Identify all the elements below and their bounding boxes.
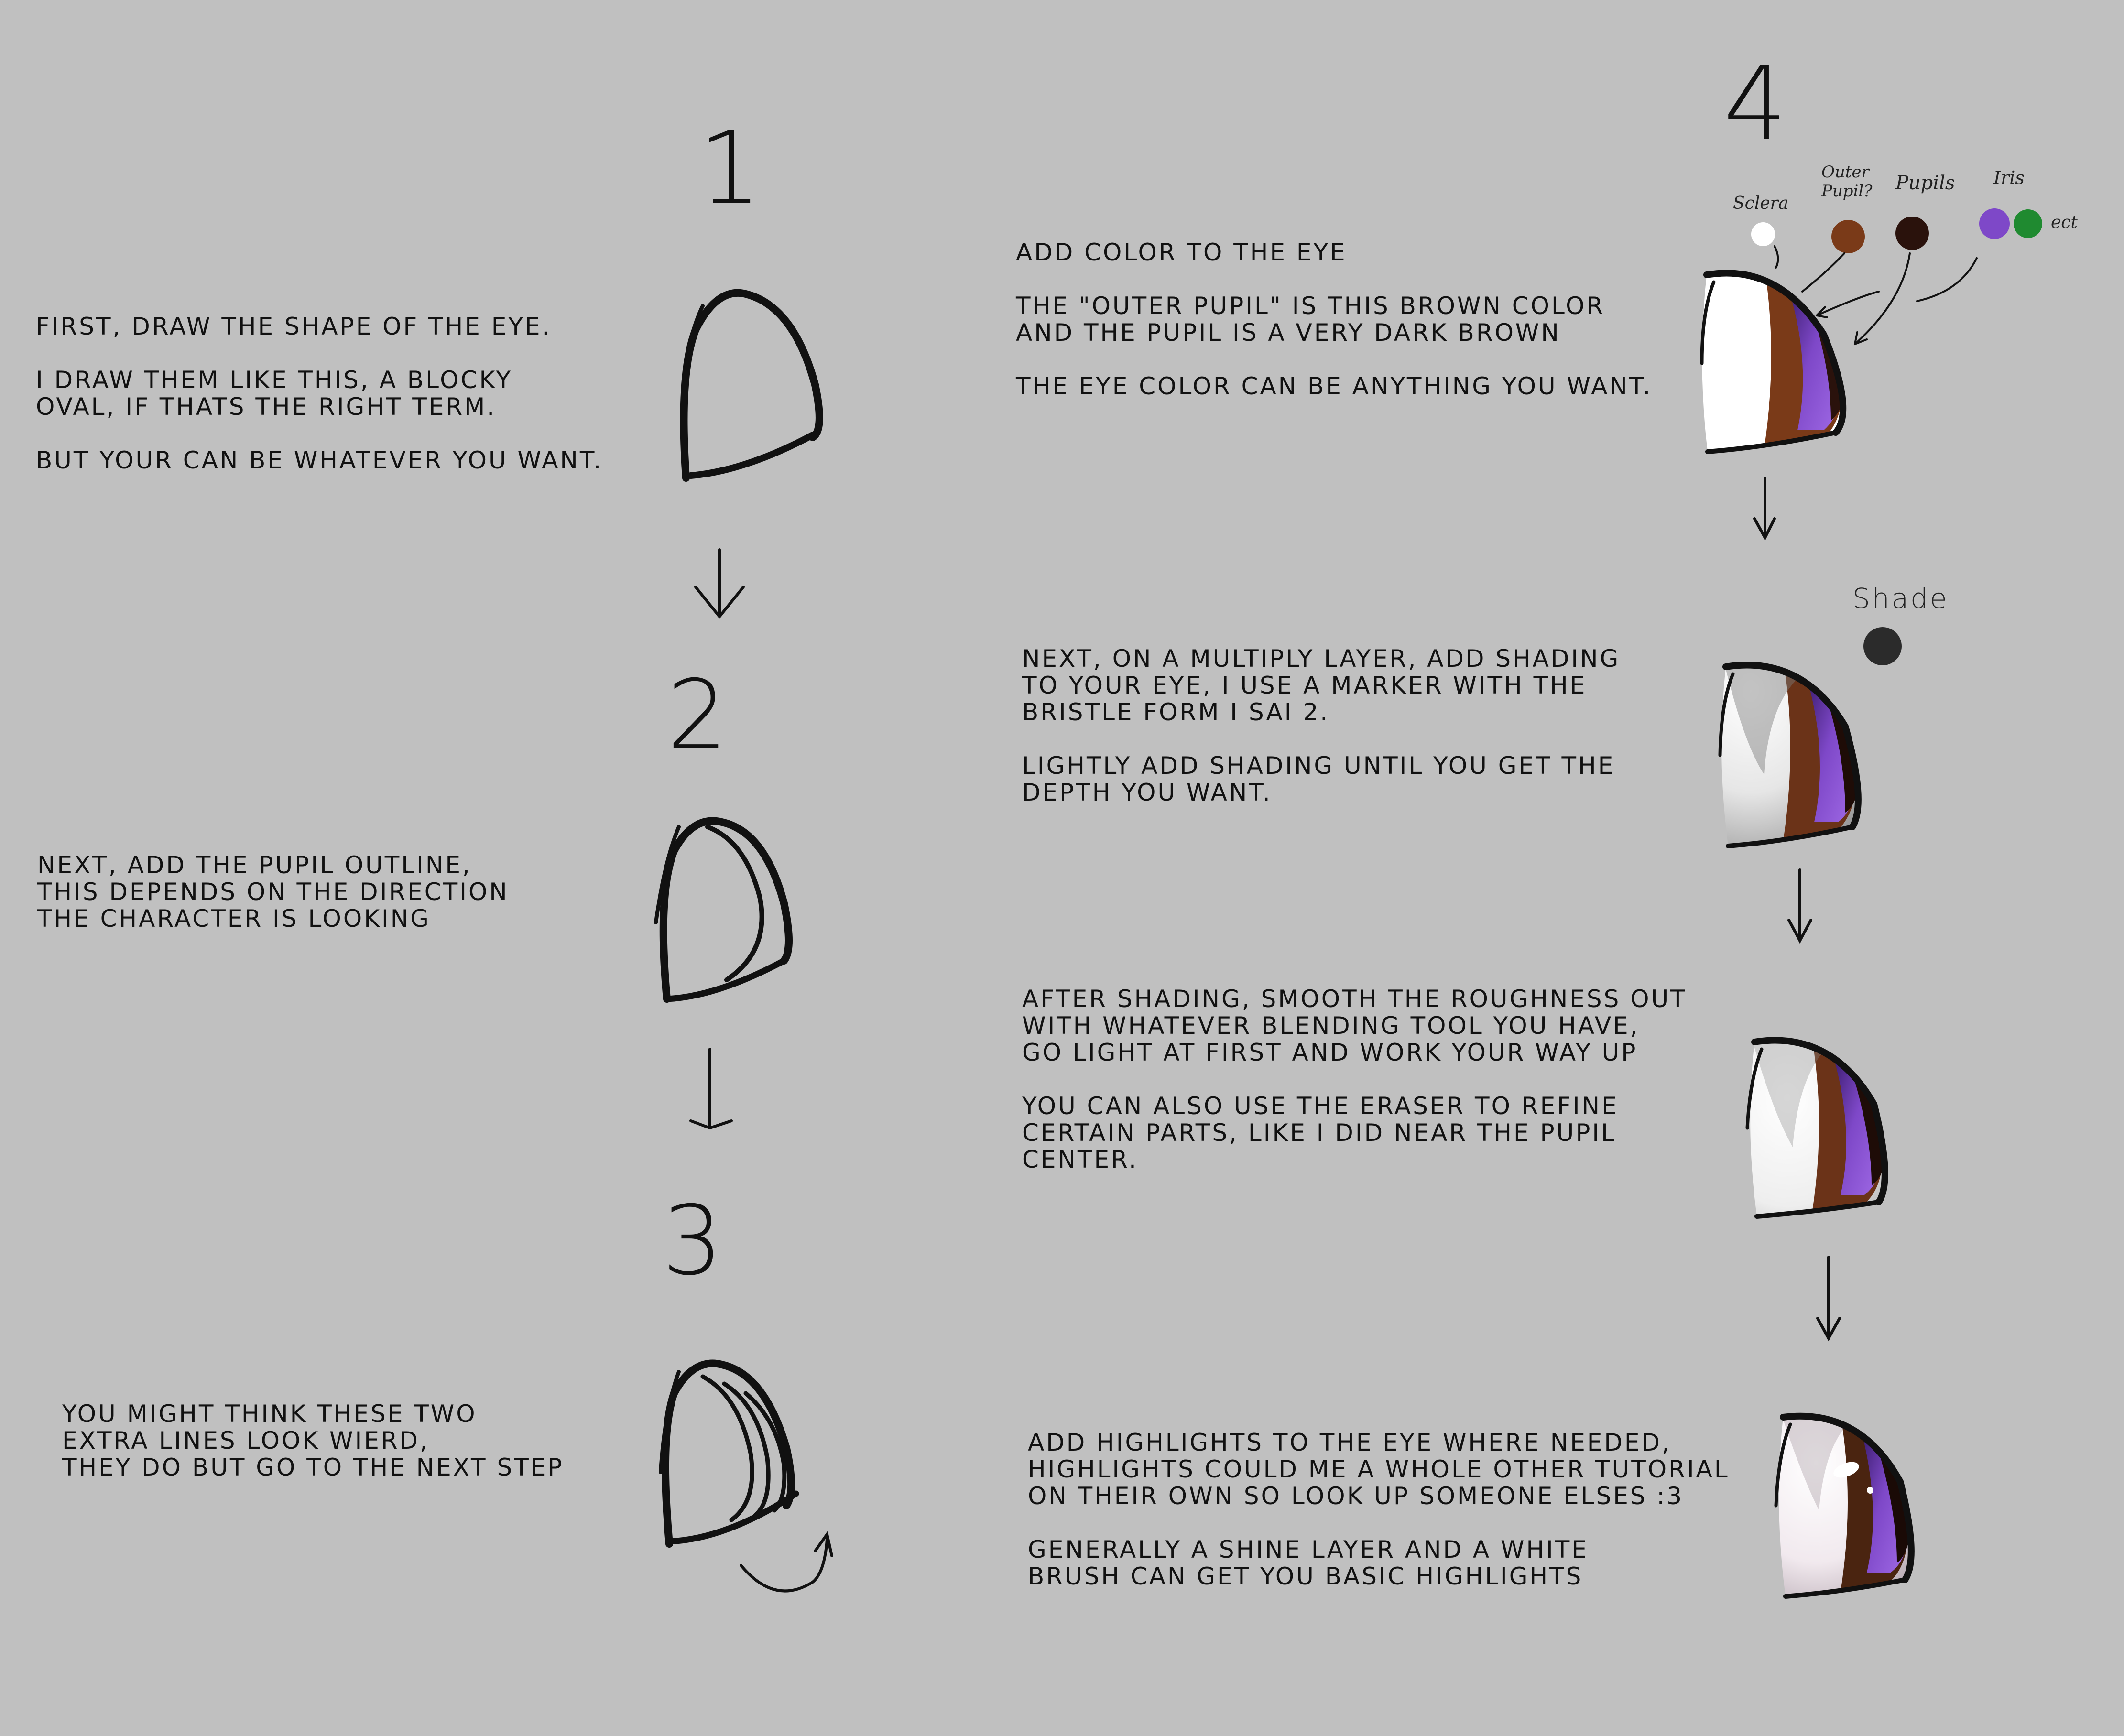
step-6-smoothed-eye: [1740, 1028, 1898, 1228]
step-4-text: ADD COLOR TO THE EYE THE "OUTER PUPIL" IS THIS BROWN COLOR AND THE PUPIL IS A VERY DARK BROWN THE EYE COLOR CAN BE ANYTHING YOU WANT.: [1016, 239, 1653, 400]
swatch-label-shade: Shade: [1852, 582, 1949, 615]
outer-pupil-swatch: [1831, 220, 1865, 253]
arrow-1-to-2: [696, 550, 743, 617]
swatch-label-iris: Iris: [1993, 167, 2025, 188]
swatch-label-sclera: Sclera: [1733, 194, 1789, 213]
arrow-2-to-3: [691, 1049, 731, 1128]
step-1-eye-outline: [684, 293, 819, 478]
step-5-shaded-eye: [1711, 650, 1869, 856]
step-3-eye-outline: [661, 1364, 832, 1591]
green-annotation: ect: [2051, 213, 2078, 232]
shade-swatch: [1863, 627, 1902, 665]
step-2-eye-outline: [656, 821, 789, 999]
arrow-4-to-5: [1754, 478, 1775, 538]
step-5-text: NEXT, ON A MULTIPLY LAYER, ADD SHADING TO YOUR EYE, I USE A MARKER WITH THE BRISTLE FORM I SAI 2. LIGHTLY ADD SHADING UNTIL YOU GET THE DEPTH YOU WANT.: [1022, 645, 1621, 806]
step-3-number: 3: [662, 1185, 723, 1297]
step-3-text: YOU MIGHT THINK THESE TWO EXTRA LINES LOOK WIERD, THEY DO BUT GO TO THE NEXT STEP: [62, 1400, 564, 1481]
green-swatch: [2014, 209, 2042, 238]
arrow-6-to-7: [1818, 1257, 1840, 1338]
sclera-swatch: [1751, 222, 1775, 246]
pupil-swatch: [1895, 217, 1929, 250]
swatch-label-outer-pupil: Outer Pupil?: [1821, 163, 1873, 201]
step-4-number: 4: [1723, 45, 1787, 163]
arrow-5-to-6: [1789, 870, 1811, 941]
step-6-text: AFTER SHADING, SMOOTH THE ROUGHNESS OUT WITH WHATEVER BLENDING TOOL YOU HAVE, GO LIGHT AT FIRST AND WORK YOUR WAY UP YOU CAN ALSO USE THE ERASER TO REFINE CERTAIN PARTS, LIKE I DID NEAR THE PUPIL CENTER.: [1022, 985, 1687, 1173]
step-1-text: FIRST, DRAW THE SHAPE OF THE EYE. I DRAW THEM LIKE THIS, A BLOCKY OVAL, IF THATS THE RIGHT TERM. BUT YOUR CAN BE WHATEVER YOU WANT.: [36, 313, 603, 474]
step-4-colored-eye: [1692, 258, 1864, 459]
swatch-label-pupils: Pupils: [1895, 172, 1955, 194]
iris-swatch: [1979, 208, 2010, 239]
step-2-text: NEXT, ADD THE PUPIL OUTLINE, THIS DEPENDS ON THE DIRECTION THE CHARACTER IS LOOKING: [37, 851, 509, 933]
step-7-text: ADD HIGHLIGHTS TO THE EYE WHERE NEEDED, HIGHLIGHTS COULD ME A WHOLE OTHER TUTORIAL ON THEIR OWN SO LOOK UP SOMEONE ELSES :3 GENERALLY A SHINE LAYER AND A WHITE BRUSH CAN GET YOU BASIC HIGHLIGHTS: [1028, 1429, 1730, 1590]
step-1-number: 1: [698, 110, 762, 227]
step-7-highlighted-eye: [1769, 1403, 1927, 1604]
step-2-number: 2: [667, 660, 728, 771]
